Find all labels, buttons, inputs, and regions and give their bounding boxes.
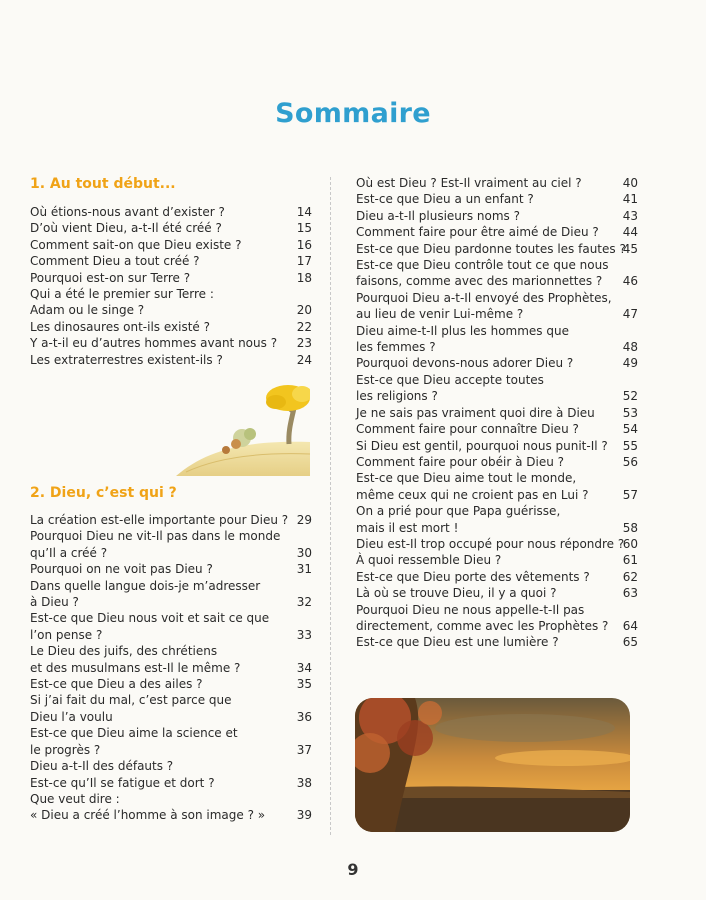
toc-entry-title: On a prié pour que Papa guérisse,	[356, 504, 561, 519]
toc-entry	[356, 175, 638, 191]
toc-entry-page: 24	[296, 352, 312, 367]
toc-entry	[30, 610, 312, 643]
page-title: Sommaire	[275, 98, 431, 129]
toc-entry-page: 60	[622, 536, 638, 551]
toc-entry-page: 56	[622, 454, 638, 469]
toc-entry-title: Est-ce que Dieu aime la science et	[30, 726, 238, 741]
toc-entry	[30, 253, 312, 269]
toc-entry-title: l’on pense ?	[30, 627, 103, 642]
toc-entry-page: 41	[622, 192, 638, 207]
toc-entry-page: 15	[296, 221, 312, 236]
toc-entry-title: Dieu l’a voulu	[30, 709, 113, 724]
toc-entry-page: 45	[622, 241, 638, 256]
toc-entry-page: 58	[622, 520, 638, 535]
toc-entry-title: même ceux qui ne croient pas en Lui ?	[356, 487, 589, 502]
toc-entry	[356, 405, 638, 421]
toc-entry	[30, 775, 312, 791]
toc-entry	[356, 323, 638, 356]
toc-entry-page: 61	[622, 553, 638, 568]
toc-entry	[356, 355, 638, 371]
toc-entry	[356, 634, 638, 650]
toc-entry-page: 62	[622, 569, 638, 584]
toc-entry-title: qu’Il a créé ?	[30, 545, 108, 560]
toc-entry-title: Dieu est-Il trop occupé pour nous répondre ?	[356, 536, 625, 551]
toc-entry-title: Dieu a-t-Il des défauts ?	[30, 759, 174, 774]
toc-entry	[356, 421, 638, 437]
toc-entry-title: Est-ce que Dieu porte des vêtements ?	[356, 569, 590, 584]
toc-entry-title: Dieu aime-t-Il plus les hommes que	[356, 323, 569, 338]
toc-entry	[356, 290, 638, 323]
toc-entry-page: 16	[296, 237, 312, 252]
toc-entry	[356, 438, 638, 454]
toc-entry-page: 35	[296, 677, 312, 692]
section-heading-1: 1. Au tout début...	[30, 176, 176, 192]
toc-entry-title: Les dinosaures ont-ils existé ?	[30, 319, 210, 334]
tree-illustration	[176, 380, 310, 476]
toc-entry	[356, 454, 638, 470]
toc-entry-title: La création est-elle importante pour Dieu ?	[30, 513, 289, 527]
toc-entry	[30, 676, 312, 692]
column-divider	[330, 177, 331, 835]
toc-entry-title: Les extraterrestres existent-ils ?	[30, 352, 223, 367]
toc-entry-page: 17	[296, 254, 312, 269]
toc-entry-title: Y a-t-il eu d’autres hommes avant nous ?	[30, 336, 278, 351]
toc-entry-title: À quoi ressemble Dieu ?	[356, 553, 502, 568]
toc-entry-page: 38	[296, 775, 312, 790]
toc-entry-page: 20	[296, 303, 312, 318]
toc-entry-page: 43	[622, 208, 638, 223]
toc-entry-page: 57	[622, 487, 638, 502]
toc-entry-page: 63	[622, 586, 638, 601]
toc-entry	[356, 470, 638, 503]
toc-entry-page: 14	[296, 205, 312, 219]
toc-entry	[30, 725, 312, 758]
toc-entry-page: 46	[622, 274, 638, 289]
toc-entry	[356, 503, 638, 536]
toc-entry-title: Pourquoi on ne voit pas Dieu ?	[30, 562, 213, 577]
toc-entry-title: Est-ce que Dieu accepte toutes	[356, 372, 544, 387]
toc-entry	[30, 643, 312, 676]
toc-entry-title: Qui a été le premier sur Terre :	[30, 287, 214, 302]
toc-entry-title: Est-ce que Dieu aime tout le monde,	[356, 471, 577, 486]
toc-entry-title: Adam ou le singe ?	[30, 303, 145, 318]
toc-entry-title: faisons, comme avec des marionnettes ?	[356, 274, 603, 289]
toc-entry-title: Si j’ai fait du mal, c’est parce que	[30, 693, 232, 708]
toc-entry	[356, 569, 638, 585]
toc-entry-page: 30	[296, 545, 312, 560]
toc-entry-page: 32	[296, 595, 312, 610]
toc-entry-title: Comment faire pour obéir à Dieu ?	[356, 454, 565, 469]
toc-entry-title: directement, comme avec les Prophètes ?	[356, 618, 609, 633]
toc-entry	[30, 319, 312, 335]
toc-entry	[30, 286, 312, 319]
toc-entry-title: Où étions-nous avant d’exister ?	[30, 205, 225, 219]
toc-entry-title: D’où vient Dieu, a-t-Il été créé ?	[30, 221, 222, 236]
toc-entry-page: 53	[622, 405, 638, 420]
toc-entry-page: 37	[296, 742, 312, 757]
toc-entry-title: Dieu a-t-Il plusieurs noms ?	[356, 208, 520, 223]
toc-entry	[30, 220, 312, 236]
toc-entry-title: et des musulmans est-Il le même ?	[30, 660, 241, 675]
toc-entry-title: Si Dieu est gentil, pourquoi nous punit-Il ?	[356, 438, 608, 453]
toc-entry	[30, 237, 312, 253]
toc-entry	[356, 602, 638, 635]
toc-entry-title: mais il est mort !	[356, 520, 459, 535]
toc-entry-title: les femmes ?	[356, 340, 436, 355]
toc-entry-page: 44	[622, 225, 638, 240]
toc-entry	[30, 578, 312, 611]
toc-entry	[30, 352, 312, 368]
toc-entry	[30, 791, 312, 824]
toc-entry-title: Pourquoi devons-nous adorer Dieu ?	[356, 356, 574, 371]
sunset-painting-illustration	[355, 698, 630, 832]
toc-entry-page: 47	[622, 307, 638, 322]
toc-entry	[30, 528, 312, 561]
toc-entry-page: 39	[296, 808, 312, 823]
toc-entry-title: Pourquoi Dieu ne vit-Il pas dans le monde	[30, 529, 281, 544]
toc-entry-page: 31	[296, 562, 312, 577]
toc-entry-title: Que veut dire :	[30, 791, 120, 806]
toc-entry-title: Comment faire pour être aimé de Dieu ?	[356, 225, 599, 240]
toc-entry	[30, 335, 312, 351]
toc-entry-title: Est-ce que Dieu pardonne toutes les fautes ?	[356, 241, 626, 256]
toc-entry-title: à Dieu ?	[30, 595, 79, 610]
toc-entry	[30, 204, 312, 220]
toc-entry-title: Le Dieu des juifs, des chrétiens	[30, 644, 218, 659]
toc-entry-page: 23	[296, 336, 312, 351]
toc-list-continued	[356, 175, 638, 651]
toc-entry-title: Pourquoi Dieu a-t-Il envoyé des Prophètes,	[356, 290, 612, 305]
toc-entry-page: 29	[296, 513, 312, 527]
toc-list-section-2	[30, 512, 312, 824]
toc-entry-page: 54	[622, 422, 638, 437]
toc-entry-title: Là où se trouve Dieu, il y a quoi ?	[356, 586, 557, 601]
toc-entry-page: 22	[296, 319, 312, 334]
toc-entry-title: Pourquoi est-on sur Terre ?	[30, 270, 191, 285]
toc-entry	[356, 191, 638, 207]
toc-entry-title: Est-ce que Dieu nous voit et sait ce que	[30, 611, 270, 626]
toc-entry-title: Est-ce qu’Il se fatigue et dort ?	[30, 775, 215, 790]
toc-entry	[356, 241, 638, 257]
toc-entry-title: Où est Dieu ? Est-Il vraiment au ciel ?	[356, 176, 582, 190]
toc-entry-title: Est-ce que Dieu a un enfant ?	[356, 192, 534, 207]
toc-entry-page: 55	[622, 438, 638, 453]
toc-entry-page: 48	[622, 340, 638, 355]
toc-entry-title: le progrès ?	[30, 742, 101, 757]
toc-entry-title: au lieu de venir Lui-même ?	[356, 307, 524, 322]
toc-entry	[356, 208, 638, 224]
toc-entry-page: 34	[296, 660, 312, 675]
toc-entry-title: Je ne sais pas vraiment quoi dire à Dieu	[356, 405, 595, 420]
toc-entry	[30, 270, 312, 286]
toc-entry-title: Comment Dieu a tout créé ?	[30, 254, 200, 269]
toc-entry	[356, 585, 638, 601]
toc-entry-page: 64	[622, 618, 638, 633]
toc-entry-title: « Dieu a créé l’homme à son image ? »	[30, 808, 266, 823]
toc-entry-title: Dans quelle langue dois-je m’adresser	[30, 578, 261, 593]
toc-entry	[356, 536, 638, 552]
toc-entry-page: 18	[296, 270, 312, 285]
toc-entry	[356, 224, 638, 240]
toc-entry-page: 65	[622, 635, 638, 650]
toc-entry-title: les religions ?	[356, 389, 438, 404]
toc-entry	[30, 512, 312, 528]
toc-entry-page: 36	[296, 709, 312, 724]
toc-entry	[356, 372, 638, 405]
toc-entry-title: Est-ce que Dieu contrôle tout ce que nous	[356, 258, 609, 273]
toc-entry-title: Est-ce que Dieu est une lumière ?	[356, 635, 559, 650]
toc-entry-title: Comment faire pour connaître Dieu ?	[356, 422, 579, 437]
toc-entry	[30, 692, 312, 725]
toc-entry-page: 40	[622, 176, 638, 190]
toc-entry-title: Comment sait-on que Dieu existe ?	[30, 237, 242, 252]
toc-entry-page: 52	[622, 389, 638, 404]
toc-entry	[356, 552, 638, 568]
page-number: 9	[347, 860, 359, 879]
toc-entry	[30, 561, 312, 577]
section-heading-2: 2. Dieu, c’est qui ?	[30, 485, 177, 501]
toc-entry-title: Pourquoi Dieu ne nous appelle-t-Il pas	[356, 602, 585, 617]
toc-entry	[30, 758, 312, 774]
toc-entry-page: 33	[296, 627, 312, 642]
toc-entry-title: Est-ce que Dieu a des ailes ?	[30, 677, 203, 692]
toc-entry-page: 49	[622, 356, 638, 371]
toc-list-section-1	[30, 204, 312, 368]
toc-entry	[356, 257, 638, 290]
